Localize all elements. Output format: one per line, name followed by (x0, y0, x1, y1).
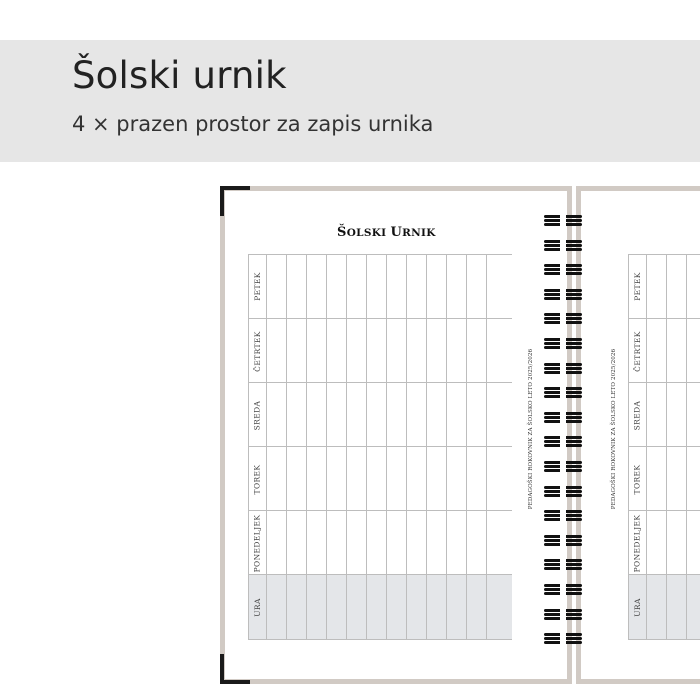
grid-column-line (286, 254, 287, 640)
spiral-ring (541, 263, 585, 276)
spiral-ring (541, 632, 585, 645)
corner-guard-bottom-left (220, 654, 224, 684)
spiral-ring (541, 558, 585, 571)
side-caption-left: PEDAGOŠKI ROKOVNIK ZA ŠOLSKO LETO 2025/2026 (528, 348, 534, 510)
day-label-sreda: SREDA (252, 400, 262, 430)
spiral-gap (560, 337, 566, 350)
spiral-gap (560, 534, 566, 547)
grid-column-line (446, 254, 447, 640)
spiral-gap (560, 312, 566, 325)
spiral-ring (541, 435, 585, 448)
day-row-ponedeljek (248, 511, 512, 575)
spiral-ring (541, 337, 585, 350)
schedule-grid-left (248, 254, 512, 640)
day-label-cetrtek: ČETRTEK (252, 330, 262, 372)
corner-guard-top-left (220, 186, 224, 216)
day-label-torek: TOREK (252, 464, 262, 494)
grid-column-line (486, 254, 487, 640)
spiral-ring (541, 534, 585, 547)
day-row-sreda (248, 383, 512, 447)
hour-row (248, 575, 512, 640)
spiral-gap (560, 386, 566, 399)
spiral-ring (541, 312, 585, 325)
grid-column-line (466, 254, 467, 640)
spiral-ring (541, 485, 585, 498)
grid-column-line (386, 254, 387, 640)
spiral-gap (560, 288, 566, 301)
hour-label: URA (632, 598, 642, 617)
spiral-gap (560, 411, 566, 424)
schedule-grid-right (628, 254, 700, 640)
day-row-torek (248, 447, 512, 511)
side-caption-right: PEDAGOŠKI ROKOVNIK ZA ŠOLSKO LETO 2025/2026 (611, 348, 617, 510)
spiral-gap (560, 263, 566, 276)
spiral-gap (560, 239, 566, 252)
page-title: Šolski urnik (72, 54, 287, 97)
corner-guard-top-left (220, 186, 250, 190)
page-subtitle: 4 × prazen prostor za zapis urnika (72, 112, 434, 136)
spiral-ring (541, 411, 585, 424)
day-label-ponedeljek: PONEDELJEK (252, 514, 262, 572)
day-label-sreda: SREDA (632, 400, 642, 430)
spiral-ring (541, 583, 585, 596)
grid-column-line (686, 254, 687, 640)
spiral-gap (560, 362, 566, 375)
day-label-torek: TOREK (632, 464, 642, 494)
spiral-gap (560, 583, 566, 596)
spiral-ring (541, 608, 585, 621)
corner-guard-bottom-left (220, 680, 250, 684)
grid-column-line (666, 254, 667, 640)
spiral-ring (541, 362, 585, 375)
day-label-ponedeljek: PONEDELJEK (632, 514, 642, 572)
grid-column-line (426, 254, 427, 640)
spiral-gap (560, 509, 566, 522)
spiral-gap (560, 608, 566, 621)
spiral-ring (541, 460, 585, 473)
spiral-ring (541, 386, 585, 399)
grid-column-line (266, 254, 267, 640)
spiral-gap (560, 435, 566, 448)
hour-label: URA (252, 598, 262, 617)
schedule-sheet-title: ŠOLSKI URNIK (337, 225, 436, 240)
grid-column-line (366, 254, 367, 640)
day-label-petek: PETEK (632, 272, 642, 301)
grid-column-line (646, 254, 647, 640)
grid-column-line (306, 254, 307, 640)
spiral-ring (541, 214, 585, 227)
day-label-petek: PETEK (252, 272, 262, 301)
spiral-binding (541, 214, 585, 662)
day-row-petek (248, 254, 512, 319)
grid-column-line (346, 254, 347, 640)
spiral-gap (560, 485, 566, 498)
spiral-ring (541, 509, 585, 522)
spiral-ring (541, 239, 585, 252)
spiral-gap (560, 460, 566, 473)
day-row-cetrtek (248, 319, 512, 383)
spiral-gap (560, 558, 566, 571)
spiral-gap (560, 632, 566, 645)
header-banner (0, 40, 700, 162)
spiral-gap (560, 214, 566, 227)
spiral-ring (541, 288, 585, 301)
grid-column-line (326, 254, 327, 640)
day-label-cetrtek: ČETRTEK (632, 330, 642, 372)
grid-column-line (406, 254, 407, 640)
